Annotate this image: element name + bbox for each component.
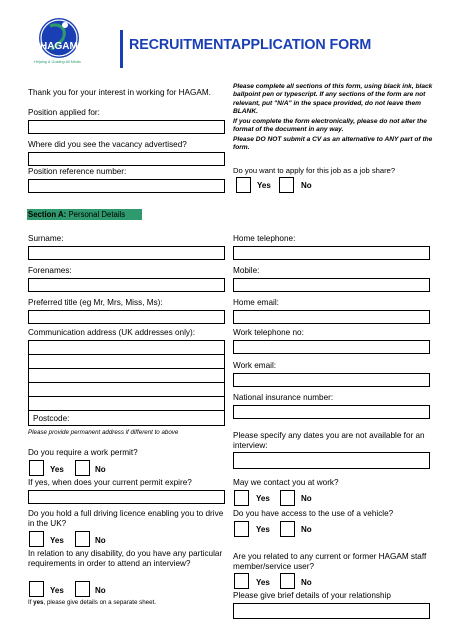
forenames-label: Forenames: bbox=[28, 266, 72, 275]
licence-no-label: No bbox=[95, 536, 106, 545]
disability-no-label: No bbox=[95, 586, 106, 595]
work-permit-no-label: No bbox=[95, 465, 106, 474]
mobile-label: Mobile: bbox=[233, 266, 260, 275]
page-title: RECRUITMENTAPPLICATION FORM bbox=[129, 37, 372, 53]
work-tel-input[interactable] bbox=[233, 340, 430, 354]
work-email-label: Work email: bbox=[233, 361, 277, 370]
section-a-label: Section A: bbox=[28, 210, 67, 219]
surname-input[interactable] bbox=[28, 246, 225, 260]
position-applied-label: Position applied for: bbox=[28, 108, 100, 117]
work-permit-label: Do you require a work permit? bbox=[28, 448, 138, 457]
address-line-5-input[interactable] bbox=[28, 396, 225, 411]
licence-yes-checkbox[interactable] bbox=[29, 531, 44, 547]
preferred-title-input[interactable] bbox=[28, 310, 225, 324]
contact-work-no-checkbox[interactable] bbox=[280, 490, 295, 506]
address-line-3-input[interactable] bbox=[28, 368, 225, 383]
permit-expire-input[interactable] bbox=[28, 490, 225, 504]
vehicle-yes-checkbox[interactable] bbox=[234, 521, 249, 537]
instructions-p3: Please DO NOT submit a CV as an alternative to ANY part of the form. bbox=[233, 136, 433, 152]
vehicle-no-label: No bbox=[301, 525, 312, 534]
relationship-input[interactable] bbox=[233, 603, 430, 619]
details-note-post: , please give details on a separate sheet. bbox=[43, 599, 156, 606]
interview-dates-input[interactable] bbox=[233, 452, 430, 469]
permit-expire-label: If yes, when does your current permit expire? bbox=[28, 478, 192, 487]
work-permit-yes-label: Yes bbox=[50, 465, 64, 474]
licence-yes-label: Yes bbox=[50, 536, 64, 545]
disability-yes-label: Yes bbox=[50, 586, 64, 595]
vacancy-seen-label: Where did you see the vacancy advertised? bbox=[28, 140, 187, 149]
section-a-header bbox=[27, 209, 142, 220]
work-permit-no-checkbox[interactable] bbox=[75, 460, 90, 476]
instructions-p1: Please complete all sections of this form, using black ink, black ballpoint pen or typescript. If any sections of the form are not relevant, put "N/A" in the space provided, do not leave them BLANK. bbox=[233, 83, 433, 116]
home-email-input[interactable] bbox=[233, 310, 430, 324]
vehicle-label: Do you have access to the use of a vehicle? bbox=[233, 509, 394, 518]
related-yes-label: Yes bbox=[256, 578, 270, 587]
address-line-2-input[interactable] bbox=[28, 354, 225, 369]
ni-number-input[interactable] bbox=[233, 405, 430, 419]
licence-no-checkbox[interactable] bbox=[75, 531, 90, 547]
preferred-title-label: Preferred title (eg Mr, Mrs, Miss, Ms): bbox=[28, 298, 163, 307]
instructions-p2: If you complete the form electronically, please do not alter the format of the document in any way. bbox=[233, 118, 427, 134]
job-share-yes-label: Yes bbox=[257, 181, 271, 190]
work-tel-label: Work telephone no: bbox=[233, 328, 304, 337]
position-applied-input[interactable] bbox=[28, 120, 225, 134]
work-permit-yes-checkbox[interactable] bbox=[29, 460, 44, 476]
position-ref-input[interactable] bbox=[28, 179, 225, 193]
logo-text: HAGAM bbox=[40, 41, 78, 52]
vacancy-seen-input[interactable] bbox=[28, 152, 225, 166]
intro-thanks: Thank you for your interest in working for HAGAM. bbox=[28, 88, 211, 97]
home-tel-input[interactable] bbox=[233, 246, 430, 260]
disability-label: In relation to any disability, do you have any particular requirements in order to attend an interview? bbox=[28, 549, 223, 568]
logo bbox=[24, 14, 94, 72]
contact-work-yes-checkbox[interactable] bbox=[234, 490, 249, 506]
forenames-input[interactable] bbox=[28, 278, 225, 292]
work-email-input[interactable] bbox=[233, 373, 430, 387]
contact-work-label: May we contact you at work? bbox=[233, 478, 339, 487]
details-note-bold: yes bbox=[33, 599, 44, 606]
licence-label: Do you hold a full driving licence enabling you to drive in the UK? bbox=[28, 509, 224, 528]
home-tel-label: Home telephone: bbox=[233, 234, 296, 243]
job-share-label: Do you want to apply for this job as a job share? bbox=[233, 166, 396, 175]
address-line-1-input[interactable] bbox=[28, 340, 225, 355]
contact-work-no-label: No bbox=[301, 494, 312, 503]
related-label: Are you related to any current or former HAGAM staff member/service user? bbox=[233, 552, 427, 571]
ni-number-label: National insurance number: bbox=[233, 393, 334, 402]
logo-tagline: Helping & Guiding All Minds bbox=[34, 60, 81, 64]
title-bar bbox=[120, 30, 123, 68]
mobile-input[interactable] bbox=[233, 278, 430, 292]
job-share-no-label: No bbox=[301, 181, 312, 190]
address-line-4-input[interactable] bbox=[28, 382, 225, 397]
interview-dates-label: Please specify any dates you are not available for an interview: bbox=[233, 431, 425, 450]
job-share-no-checkbox[interactable] bbox=[279, 177, 294, 193]
disability-no-checkbox[interactable] bbox=[75, 581, 90, 597]
postcode-label: Postcode: bbox=[33, 414, 70, 423]
position-ref-label: Position reference number: bbox=[28, 167, 127, 176]
related-no-label: No bbox=[301, 578, 312, 587]
details-note-pre: If bbox=[28, 599, 34, 606]
home-email-label: Home email: bbox=[233, 298, 279, 307]
section-a-title: Personal Details bbox=[68, 210, 126, 219]
address-label: Communication address (UK addresses only): bbox=[28, 328, 196, 337]
relationship-label: Please give brief details of your relationship bbox=[233, 591, 391, 600]
surname-label: Surname: bbox=[28, 234, 64, 243]
contact-work-yes-label: Yes bbox=[256, 494, 270, 503]
vehicle-no-checkbox[interactable] bbox=[280, 521, 295, 537]
job-share-yes-checkbox[interactable] bbox=[236, 177, 251, 193]
disability-yes-checkbox[interactable] bbox=[29, 581, 44, 597]
address-note: Please provide permanent address if different to above bbox=[28, 429, 179, 436]
related-no-checkbox[interactable] bbox=[280, 573, 295, 589]
details-note bbox=[28, 599, 156, 607]
vehicle-yes-label: Yes bbox=[256, 525, 270, 534]
related-yes-checkbox[interactable] bbox=[234, 573, 249, 589]
